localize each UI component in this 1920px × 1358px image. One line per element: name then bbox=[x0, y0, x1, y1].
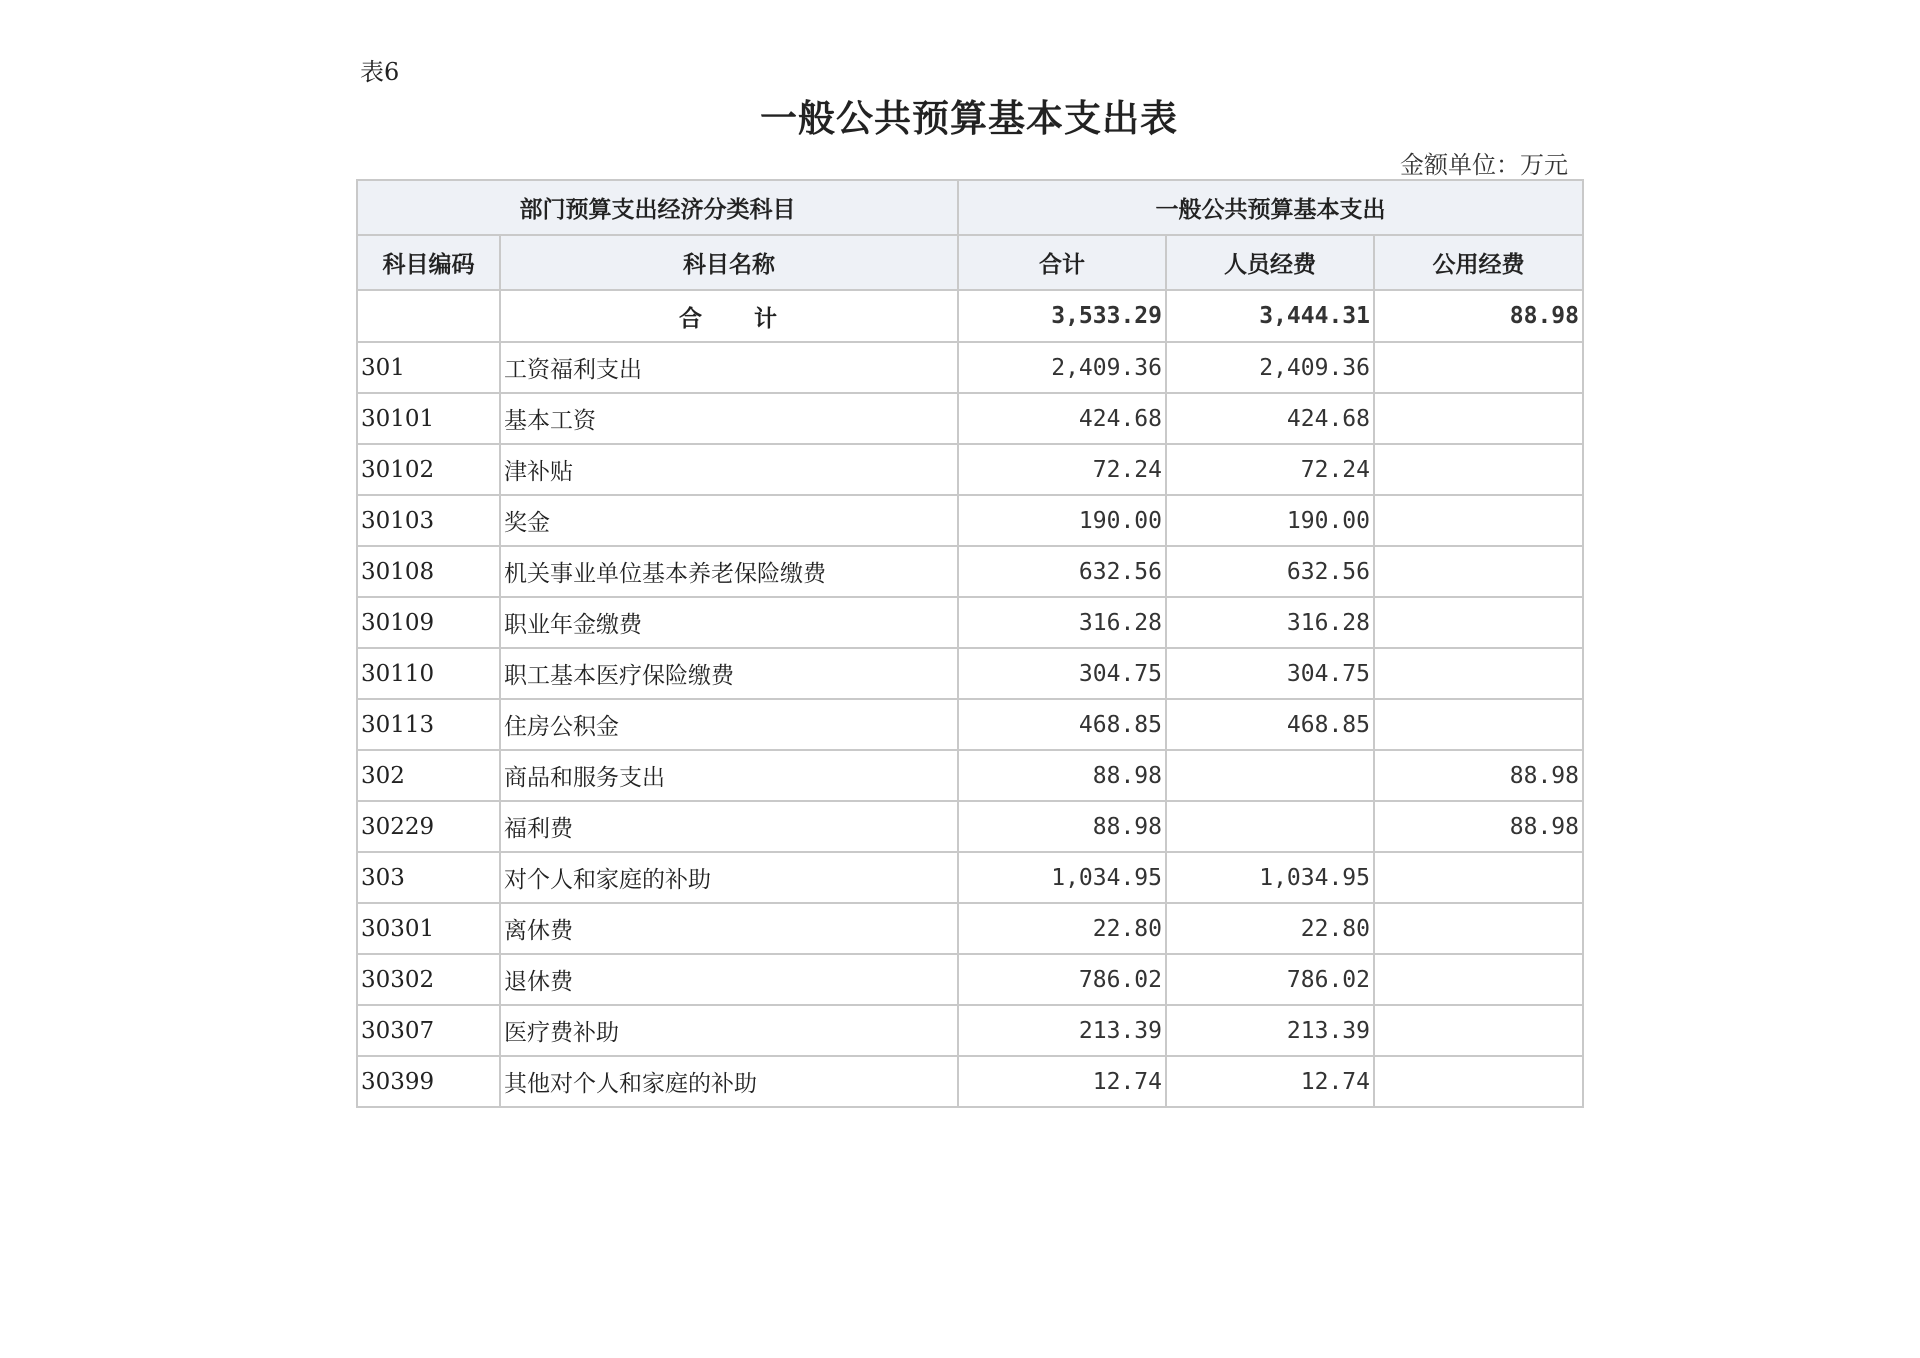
name-cell: 福利费 bbox=[500, 801, 958, 852]
name-cell: 医疗费补助 bbox=[500, 1005, 958, 1056]
group-header-row bbox=[357, 180, 1583, 235]
code-cell: 30229 bbox=[357, 801, 500, 852]
name-cell: 住房公积金 bbox=[500, 699, 958, 750]
name-cell: 退休费 bbox=[500, 954, 958, 1005]
code-cell: 303 bbox=[357, 852, 500, 903]
table-number: 表6 bbox=[360, 58, 400, 86]
total-cell: 88.98 bbox=[958, 750, 1166, 801]
budget-table bbox=[356, 179, 1584, 1108]
personnel-cell: 22.80 bbox=[1166, 903, 1374, 954]
total-cell: 88.98 bbox=[958, 801, 1166, 852]
total-total-cell: 3,533.29 bbox=[958, 290, 1166, 342]
personnel-cell: 2,409.36 bbox=[1166, 342, 1374, 393]
group-header-classification: 部门预算支出经济分类科目 bbox=[357, 180, 958, 235]
total-cell: 424.68 bbox=[958, 393, 1166, 444]
code-cell: 30399 bbox=[357, 1056, 500, 1107]
personnel-cell: 1,034.95 bbox=[1166, 852, 1374, 903]
table-row bbox=[357, 903, 1583, 954]
code-cell: 30108 bbox=[357, 546, 500, 597]
total-cell: 304.75 bbox=[958, 648, 1166, 699]
table-row bbox=[357, 954, 1583, 1005]
name-cell: 商品和服务支出 bbox=[500, 750, 958, 801]
code-cell: 30102 bbox=[357, 444, 500, 495]
personnel-cell: 468.85 bbox=[1166, 699, 1374, 750]
personnel-cell: 424.68 bbox=[1166, 393, 1374, 444]
table-row bbox=[357, 393, 1583, 444]
name-cell: 离休费 bbox=[500, 903, 958, 954]
public-cell bbox=[1374, 444, 1583, 495]
total-cell: 72.24 bbox=[958, 444, 1166, 495]
table-row bbox=[357, 648, 1583, 699]
public-cell bbox=[1374, 393, 1583, 444]
total-cell: 468.85 bbox=[958, 699, 1166, 750]
total-cell: 316.28 bbox=[958, 597, 1166, 648]
code-cell: 30110 bbox=[357, 648, 500, 699]
code-cell: 302 bbox=[357, 750, 500, 801]
group-header-basic-expenditure: 一般公共预算基本支出 bbox=[958, 180, 1583, 235]
public-cell bbox=[1374, 1056, 1583, 1107]
column-header-public: 公用经费 bbox=[1374, 235, 1583, 290]
table-body bbox=[357, 290, 1583, 1107]
table-row bbox=[357, 444, 1583, 495]
personnel-cell: 12.74 bbox=[1166, 1056, 1374, 1107]
total-cell: 22.80 bbox=[958, 903, 1166, 954]
name-cell: 基本工资 bbox=[500, 393, 958, 444]
code-cell: 30307 bbox=[357, 1005, 500, 1056]
table-row bbox=[357, 1005, 1583, 1056]
column-header-personnel: 人员经费 bbox=[1166, 235, 1374, 290]
code-cell: 30109 bbox=[357, 597, 500, 648]
column-header-name: 科目名称 bbox=[500, 235, 958, 290]
table-row bbox=[357, 1056, 1583, 1107]
table-row bbox=[357, 597, 1583, 648]
name-cell: 工资福利支出 bbox=[500, 342, 958, 393]
table-row bbox=[357, 699, 1583, 750]
table-row bbox=[357, 495, 1583, 546]
name-cell: 奖金 bbox=[500, 495, 958, 546]
public-cell: 88.98 bbox=[1374, 750, 1583, 801]
public-cell bbox=[1374, 903, 1583, 954]
table-row bbox=[357, 546, 1583, 597]
name-cell: 其他对个人和家庭的补助 bbox=[500, 1056, 958, 1107]
public-cell bbox=[1374, 1005, 1583, 1056]
total-row bbox=[357, 290, 1583, 342]
name-cell: 职工基本医疗保险缴费 bbox=[500, 648, 958, 699]
total-cell: 2,409.36 bbox=[958, 342, 1166, 393]
code-cell: 30103 bbox=[357, 495, 500, 546]
total-cell: 1,034.95 bbox=[958, 852, 1166, 903]
name-cell: 机关事业单位基本养老保险缴费 bbox=[500, 546, 958, 597]
personnel-cell bbox=[1166, 750, 1374, 801]
public-cell bbox=[1374, 342, 1583, 393]
personnel-cell: 632.56 bbox=[1166, 546, 1374, 597]
page-title: 一般公共预算基本支出表 bbox=[760, 97, 1178, 140]
total-name-cell: 合 计 bbox=[500, 290, 958, 342]
public-cell bbox=[1374, 648, 1583, 699]
total-cell: 632.56 bbox=[958, 546, 1166, 597]
code-cell: 30101 bbox=[357, 393, 500, 444]
personnel-cell: 213.39 bbox=[1166, 1005, 1374, 1056]
name-cell: 职业年金缴费 bbox=[500, 597, 958, 648]
name-cell: 对个人和家庭的补助 bbox=[500, 852, 958, 903]
personnel-cell: 786.02 bbox=[1166, 954, 1374, 1005]
column-header-row bbox=[357, 235, 1583, 290]
public-cell bbox=[1374, 699, 1583, 750]
total-public-cell: 88.98 bbox=[1374, 290, 1583, 342]
public-cell bbox=[1374, 597, 1583, 648]
code-cell: 30113 bbox=[357, 699, 500, 750]
public-cell bbox=[1374, 954, 1583, 1005]
total-cell: 786.02 bbox=[958, 954, 1166, 1005]
code-cell: 30301 bbox=[357, 903, 500, 954]
public-cell bbox=[1374, 852, 1583, 903]
amount-unit: 金额单位：万元 bbox=[1400, 151, 1568, 179]
column-header-code: 科目编码 bbox=[357, 235, 500, 290]
table-row bbox=[357, 801, 1583, 852]
personnel-cell: 304.75 bbox=[1166, 648, 1374, 699]
code-cell: 301 bbox=[357, 342, 500, 393]
public-cell bbox=[1374, 546, 1583, 597]
code-cell: 30302 bbox=[357, 954, 500, 1005]
personnel-cell: 72.24 bbox=[1166, 444, 1374, 495]
total-code-cell bbox=[357, 290, 500, 342]
total-cell: 190.00 bbox=[958, 495, 1166, 546]
public-cell: 88.98 bbox=[1374, 801, 1583, 852]
personnel-cell: 316.28 bbox=[1166, 597, 1374, 648]
total-personnel-cell: 3,444.31 bbox=[1166, 290, 1374, 342]
total-cell: 213.39 bbox=[958, 1005, 1166, 1056]
personnel-cell bbox=[1166, 801, 1374, 852]
table-row bbox=[357, 852, 1583, 903]
column-header-total: 合计 bbox=[958, 235, 1166, 290]
table-row bbox=[357, 750, 1583, 801]
name-cell: 津补贴 bbox=[500, 444, 958, 495]
public-cell bbox=[1374, 495, 1583, 546]
total-cell: 12.74 bbox=[958, 1056, 1166, 1107]
table-row bbox=[357, 342, 1583, 393]
personnel-cell: 190.00 bbox=[1166, 495, 1374, 546]
